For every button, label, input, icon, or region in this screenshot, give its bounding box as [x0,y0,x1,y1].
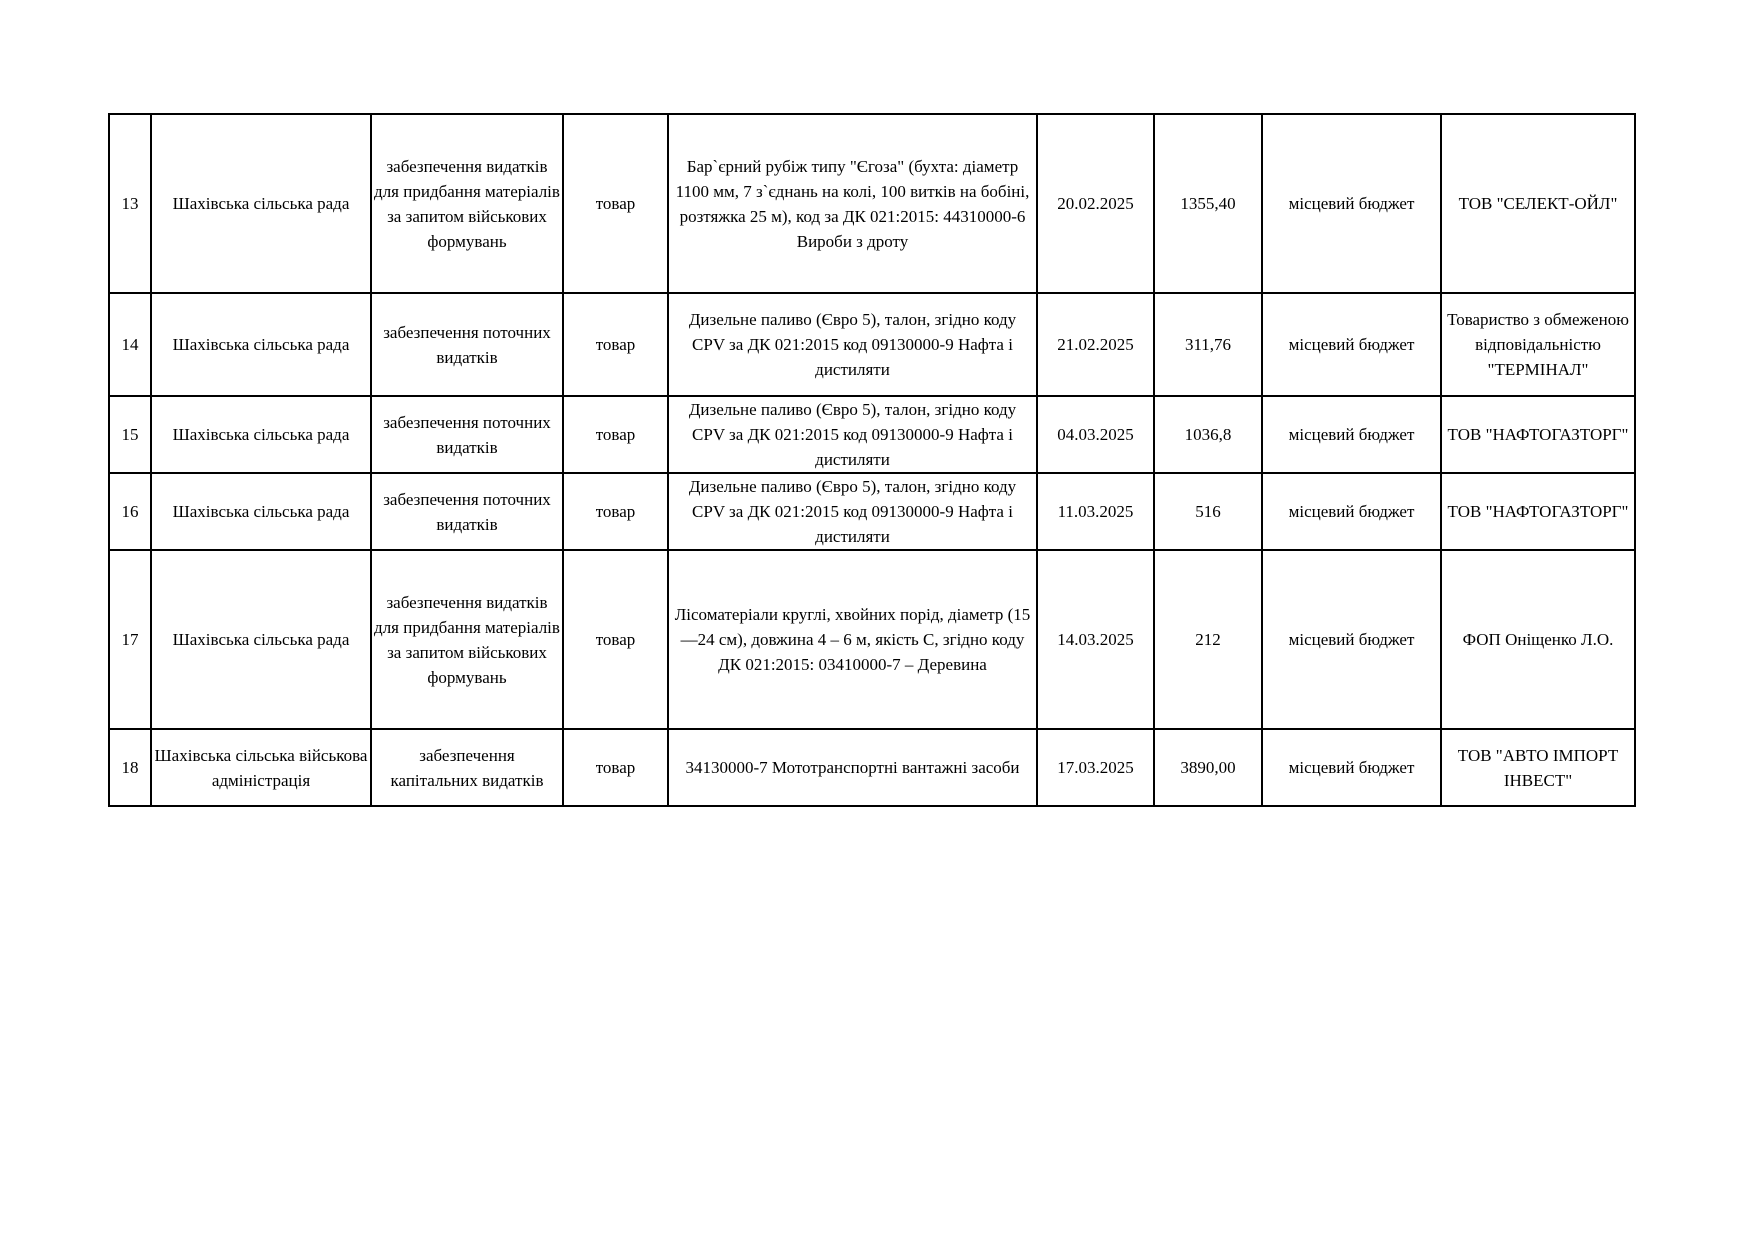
table-row [109,114,1635,293]
procurement-subject: 34130000-7 Мототранспортні вантажні засоби [668,729,1037,806]
supplier: Товариство з обмеженою відповідальністю "ТЕРМІНАЛ" [1441,293,1635,396]
organization: Шахівська сільська рада [151,473,371,550]
amount: 212 [1154,550,1262,729]
procurement-subject: Дизельне паливо (Євро 5), талон, згідно коду CPV за ДК 021:2015 код 09130000-9 Нафта і дистиляти [668,473,1037,550]
row-number: 13 [109,114,151,293]
amount: 1036,8 [1154,396,1262,473]
contract-date: 21.02.2025 [1037,293,1154,396]
organization: Шахівська сільська рада [151,114,371,293]
purpose: забезпечення поточних видатків [371,396,563,473]
row-number: 17 [109,550,151,729]
table-row [109,729,1635,806]
amount: 1355,40 [1154,114,1262,293]
purpose: забезпечення капітальних видатків [371,729,563,806]
purpose: забезпечення видатків для придбання матеріалів за запитом військових формувань [371,114,563,293]
purpose: забезпечення видатків для придбання матеріалів за запитом військових формувань [371,550,563,729]
supplier: ТОВ "НАФТОГАЗТОРГ" [1441,473,1635,550]
procurement-type: товар [563,293,668,396]
row-number: 15 [109,396,151,473]
supplier: ТОВ "АВТО ІМПОРТ ІНВЕСТ" [1441,729,1635,806]
procurement-type: товар [563,729,668,806]
procurement-type: товар [563,473,668,550]
funding-source: місцевий бюджет [1262,729,1441,806]
funding-source: місцевий бюджет [1262,114,1441,293]
funding-source: місцевий бюджет [1262,550,1441,729]
table-row [109,293,1635,396]
row-number: 16 [109,473,151,550]
amount: 311,76 [1154,293,1262,396]
contract-date: 04.03.2025 [1037,396,1154,473]
supplier: ФОП Оніщенко Л.О. [1441,550,1635,729]
funding-source: місцевий бюджет [1262,293,1441,396]
funding-source: місцевий бюджет [1262,473,1441,550]
organization: Шахівська сільська рада [151,293,371,396]
procurement-type: товар [563,550,668,729]
organization: Шахівська сільська рада [151,396,371,473]
procurement-subject: Бар`єрний рубіж типу "Єгоза" (бухта: діаметр 1100 мм, 7 з`єднань на колі, 100 витків на бобіні, розтяжка 25 м), код за ДК 021:2015: 44310000-6 Вироби з дроту [668,114,1037,293]
table-row [109,396,1635,473]
table-row [109,550,1635,729]
procurement-subject: Дизельне паливо (Євро 5), талон, згідно коду CPV за ДК 021:2015 код 09130000-9 Нафта і дистиляти [668,293,1037,396]
funding-source: місцевий бюджет [1262,396,1441,473]
procurement-subject: Дизельне паливо (Євро 5), талон, згідно коду CPV за ДК 021:2015 код 09130000-9 Нафта і дистиляти [668,396,1037,473]
procurement-type: товар [563,396,668,473]
purpose: забезпечення поточних видатків [371,293,563,396]
organization: Шахівська сільська рада [151,550,371,729]
table-row [109,473,1635,550]
purpose: забезпечення поточних видатків [371,473,563,550]
procurement-table [108,113,1636,807]
contract-date: 20.02.2025 [1037,114,1154,293]
amount: 516 [1154,473,1262,550]
organization: Шахівська сільська військова адміністрація [151,729,371,806]
supplier: ТОВ "СЕЛЕКТ-ОЙЛ" [1441,114,1635,293]
contract-date: 11.03.2025 [1037,473,1154,550]
contract-date: 14.03.2025 [1037,550,1154,729]
contract-date: 17.03.2025 [1037,729,1154,806]
row-number: 18 [109,729,151,806]
procurement-subject: Лісоматеріали круглі, хвойних порід, діаметр (15—24 см), довжина 4 – 6 м, якість С, згідно коду ДК 021:2015: 03410000-7 – Деревина [668,550,1037,729]
row-number: 14 [109,293,151,396]
procurement-type: товар [563,114,668,293]
amount: 3890,00 [1154,729,1262,806]
supplier: ТОВ "НАФТОГАЗТОРГ" [1441,396,1635,473]
